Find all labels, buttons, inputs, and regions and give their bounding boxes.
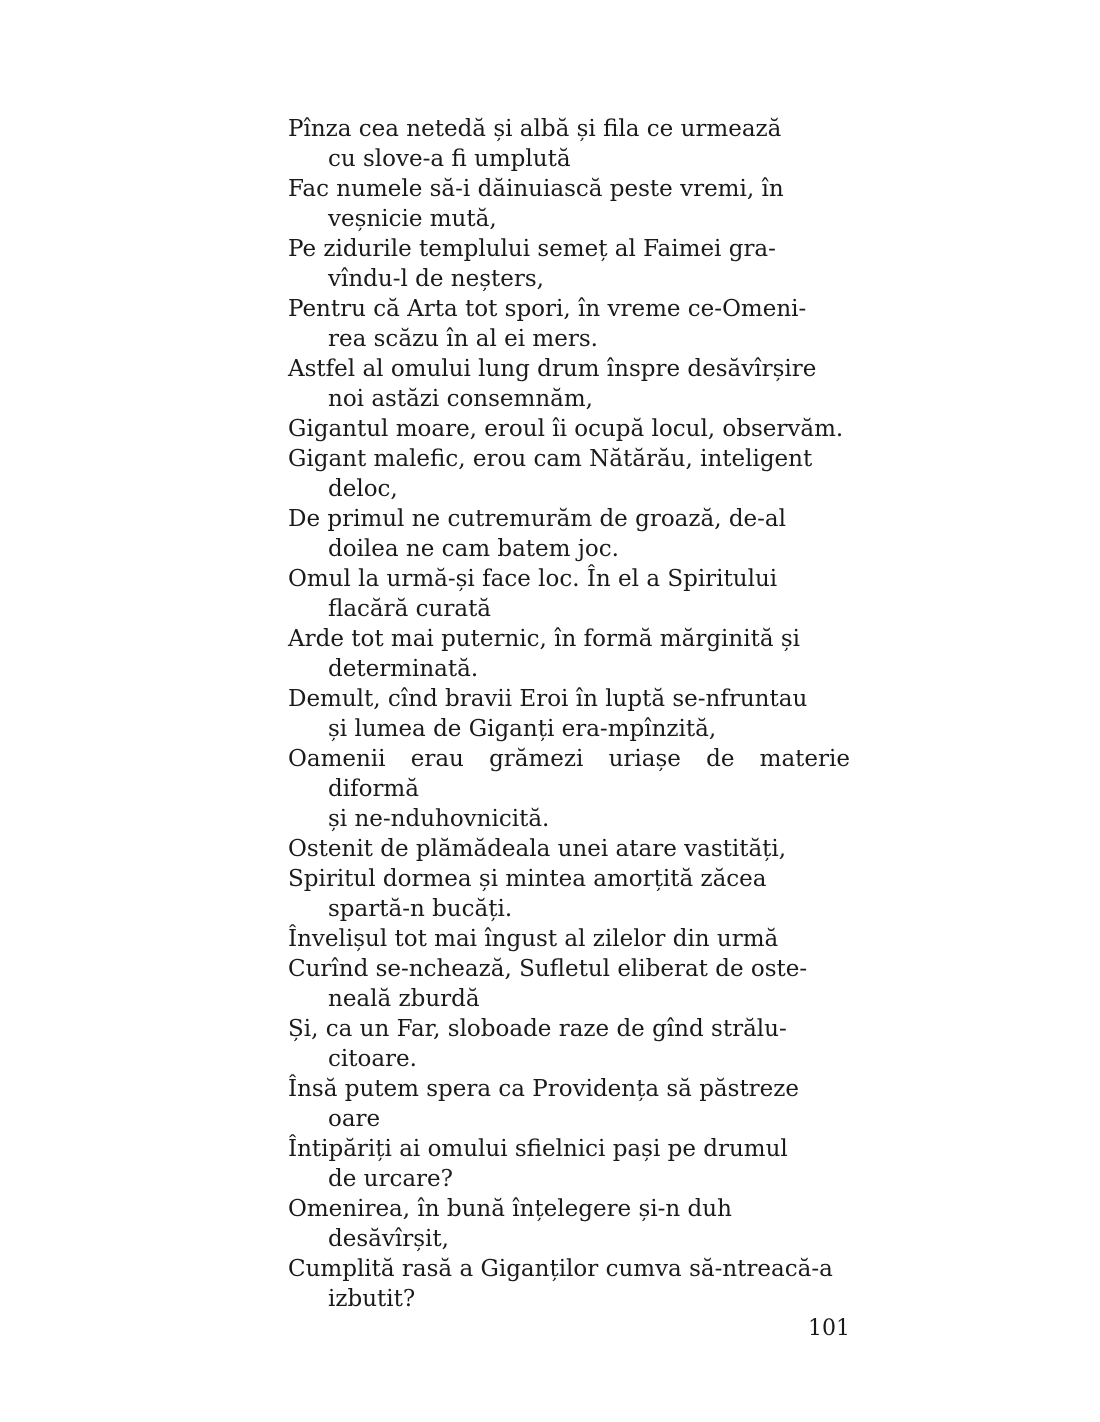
poem-line-text: Cumplită rasă a Giganților cumva să-ntreacă-a bbox=[288, 1256, 833, 1282]
poem-line-continuation: desăvîrșit, bbox=[328, 1226, 449, 1252]
poem-line-continuation: izbutit? bbox=[328, 1286, 416, 1312]
poem-line-continuation: cu slove-a fi umplută bbox=[328, 146, 571, 172]
poem-line-text: Fac numele să-i dăinuiască peste vremi, în bbox=[288, 176, 784, 202]
page-number: 101 bbox=[808, 1316, 850, 1341]
poem-line bbox=[288, 114, 850, 174]
poem-line-text: Omenirea, în bună înțelegere și-n duh bbox=[288, 1196, 732, 1222]
poem-line-text: Pe zidurile templului semeț al Faimei gra- bbox=[288, 236, 776, 262]
poem-line bbox=[288, 1254, 850, 1314]
poem-line-text: Gigant malefic, erou cam Nătărău, inteligent bbox=[288, 446, 813, 472]
poem-line bbox=[288, 684, 850, 744]
poem-line bbox=[288, 1014, 850, 1074]
poem-line bbox=[288, 1194, 850, 1254]
poem-line-text: Însă putem spera ca Providența să păstreze bbox=[288, 1076, 800, 1102]
poem-line-continuation: doilea ne cam batem joc. bbox=[328, 536, 619, 562]
poem-line-text: Întipăriți ai omului sfielnici pași pe drumul bbox=[288, 1136, 788, 1162]
poem-line-continuation: veșnicie mută, bbox=[328, 206, 497, 232]
poem-line-text: Arde tot mai puternic, în formă mărginită și bbox=[288, 626, 800, 652]
poem-line-text: Oamenii erau grămezi uriașe de materie diformă bbox=[288, 746, 850, 802]
poem-line bbox=[288, 294, 850, 354]
poem-line bbox=[288, 624, 850, 684]
poem-line-text: Învelișul tot mai îngust al zilelor din urmă bbox=[288, 926, 779, 952]
poem-text bbox=[288, 114, 850, 1314]
poem-line bbox=[288, 864, 850, 924]
poem-line-text: Curînd se-nchează, Sufletul eliberat de oste- bbox=[288, 956, 808, 982]
poem-line-continuation: și lumea de Giganți era-mpînzită, bbox=[328, 716, 717, 742]
poem-line-continuation: de urcare? bbox=[328, 1166, 453, 1192]
poem-line bbox=[288, 564, 850, 624]
poem-line-text: Pînza cea netedă și albă și fila ce urmează bbox=[288, 116, 782, 142]
poem-line-text: Gigantul moare, eroul îi ocupă locul, observăm. bbox=[288, 416, 844, 442]
poem-line-continuation: oare bbox=[328, 1106, 381, 1132]
poem-line-continuation: vîndu-l de neșters, bbox=[328, 266, 544, 292]
poem-line-continuation: citoare. bbox=[328, 1046, 417, 1072]
poem-line-text: Și, ca un Far, sloboade raze de gînd strălu- bbox=[288, 1016, 787, 1042]
poem-line-text: De primul ne cutremurăm de groază, de-al bbox=[288, 506, 787, 532]
poem-line-continuation: spartă-n bucăți. bbox=[328, 896, 513, 922]
poem-line-text: Spiritul dormea și mintea amorțită zăcea bbox=[288, 866, 767, 892]
poem-line bbox=[288, 1074, 850, 1134]
poem-line bbox=[288, 234, 850, 294]
poem-line-text: Demult, cînd bravii Eroi în luptă se-nfruntau bbox=[288, 686, 808, 712]
poem-line-text: Pentru că Arta tot spori, în vreme ce-Omeni- bbox=[288, 296, 807, 322]
poem-line bbox=[288, 354, 850, 414]
poem-line-continuation: flacără curată bbox=[328, 596, 492, 622]
poem-line-continuation: noi astăzi consemnăm, bbox=[328, 386, 593, 412]
poem-line bbox=[288, 954, 850, 1014]
poem-line-continuation: neală zburdă bbox=[328, 986, 480, 1012]
poem-line-text: Omul la urmă-și face loc. În el a Spiritului bbox=[288, 566, 778, 592]
poem-line-continuation: determinată. bbox=[328, 656, 479, 682]
poem-line bbox=[288, 834, 850, 864]
poem-line-text: Astfel al omului lung drum înspre desăvîrșire bbox=[288, 356, 817, 382]
poem-line bbox=[288, 1134, 850, 1194]
poem-line-continuation: deloc, bbox=[328, 476, 398, 502]
poem-line bbox=[288, 504, 850, 564]
poem-line-text: Ostenit de plămădeala unei atare vastități, bbox=[288, 836, 787, 862]
poem-line bbox=[288, 174, 850, 234]
poem-line bbox=[288, 924, 850, 954]
poem-line-continuation: și ne-nduhovnicită. bbox=[328, 806, 550, 832]
poem-line bbox=[288, 744, 850, 834]
poem-line-continuation: rea scăzu în al ei mers. bbox=[328, 326, 598, 352]
poem-line bbox=[288, 414, 850, 444]
poem-line bbox=[288, 444, 850, 504]
